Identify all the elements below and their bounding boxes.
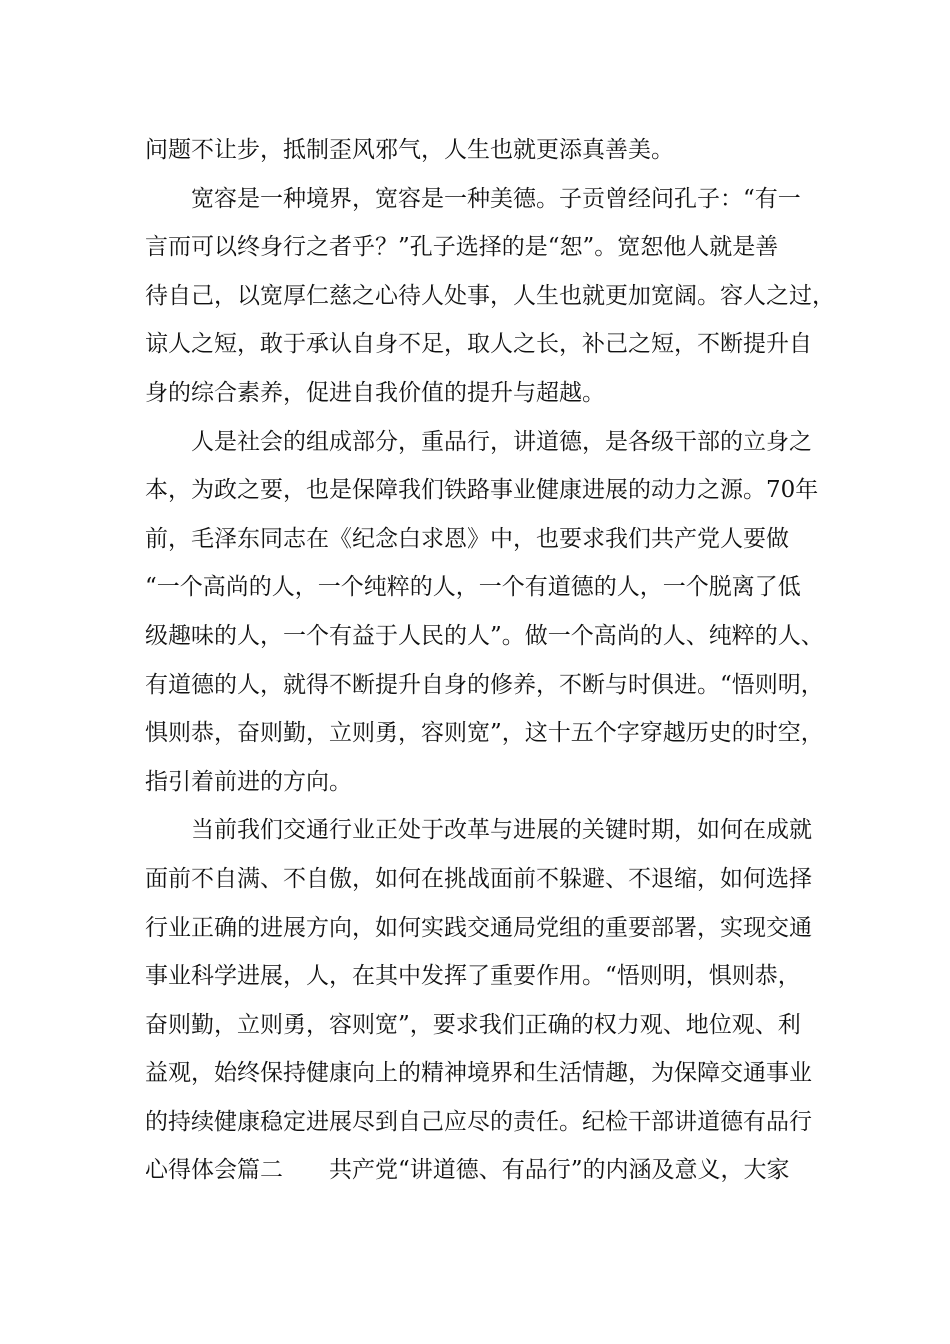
- text-line: 面前不自满、不自傲，如何在挑战面前不躲避、不退缩，如何选择: [145, 865, 812, 892]
- text-line: 待自己，以宽厚仁慈之心待人处事，人生也就更加宽阔。容人之过，: [145, 282, 835, 309]
- text-line: 奋则勤，立则勇，容则宽”，要求我们正确的权力观、地位观、利: [145, 1011, 801, 1038]
- text-line: 身的综合素养，促进自我价值的提升与超越。: [145, 379, 605, 406]
- text-line: 前，毛泽东同志在《纪念白求恩》中，也要求我们共产党人要做: [145, 525, 789, 552]
- text-line: 级趣味的人，一个有益于人民的人”。做一个高尚的人、纯粹的人、: [145, 622, 824, 649]
- paragraph-first-line: 当前我们交通行业正处于改革与进展的关键时期，如何在成就: [191, 817, 812, 844]
- text-line: 益观，始终保持健康向上的精神境界和生活情趣，为保障交通事业: [145, 1060, 812, 1087]
- paragraph-first-line: 宽容是一种境界，宽容是一种美德。子贡曾经问孔子：“有一: [191, 185, 801, 212]
- text-line: 问题不让步，抵制歪风邪气，人生也就更添真善美。: [145, 137, 674, 163]
- text-line: 行业正确的进展方向，如何实践交通局党组的重要部署，实现交通: [145, 914, 812, 941]
- text-line: 谅人之短，敢于承认自身不足，取人之长，补己之短，不断提升自: [145, 331, 812, 358]
- text-line: 有道德的人，就得不断提升自身的修养，不断与时俱进。“悟则明，: [145, 671, 824, 698]
- text-line: 的持续健康稳定进展尽到自己应尽的责任。纪检干部讲道德有品行: [145, 1108, 812, 1135]
- text-line: 事业科学进展，人，在其中发挥了重要作用。“悟则明，惧则恭，: [145, 963, 801, 990]
- paragraph-first-line: 人是社会的组成部分，重品行，讲道德，是各级干部的立身之: [191, 428, 812, 455]
- text-line: 惧则恭，奋则勤，立则勇，容则宽”，这十五个字穿越历史的时空，: [145, 720, 824, 747]
- text-line: “一个高尚的人，一个纯粹的人，一个有道德的人，一个脱离了低: [145, 574, 801, 601]
- text-line: 指引着前进的方向。: [145, 768, 352, 795]
- text-line: 言而可以终身行之者乎？”孔子选择的是“恕”。宽恕他人就是善: [145, 234, 779, 261]
- text-line: 本，为政之要，也是保障我们铁路事业健康进展的动力之源。70年: [145, 477, 819, 504]
- text-line: 心得体会篇二 共产党“讲道德、有品行”的内涵及意义，大家: [145, 1157, 790, 1184]
- document-body: [145, 130, 835, 1199]
